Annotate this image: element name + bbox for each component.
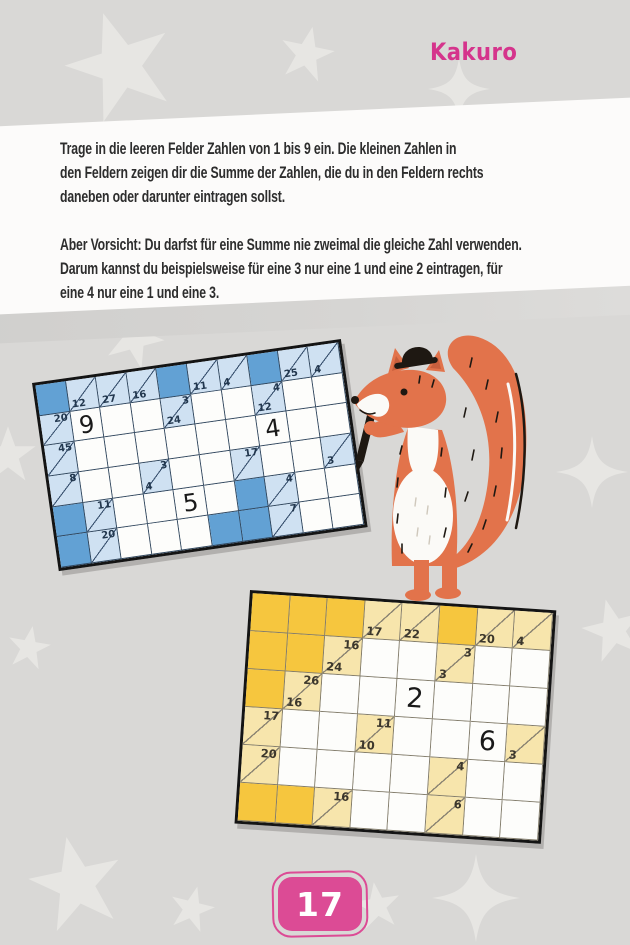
yellow-empty-cell[interactable] xyxy=(500,800,540,840)
yellow-clue-cell xyxy=(425,795,465,835)
blue-empty-cell[interactable] xyxy=(109,464,144,499)
blue-empty-cell[interactable] xyxy=(144,490,179,525)
blue-block-cell xyxy=(234,477,269,512)
blue-down-clue: 12 xyxy=(71,397,87,411)
blue-clue-cell xyxy=(96,373,131,408)
blue-across-clue: 45 xyxy=(57,442,73,456)
paragraph-line: Aber Vorsicht: Du darfst für eine Summe nie zweimal die gleiche Zahl verwenden. xyxy=(60,235,522,254)
yellow-clue-cell xyxy=(313,788,353,828)
blue-clue-cell xyxy=(139,459,174,494)
blue-clue-cell xyxy=(40,412,75,447)
blue-down-clue: 25 xyxy=(283,367,299,381)
blue-across-clue: 3 xyxy=(159,459,169,472)
blue-down-clue: 3 xyxy=(326,454,336,467)
yellow-across-clue: 20 xyxy=(260,746,278,762)
blue-empty-cell[interactable] xyxy=(295,468,330,503)
star-icon xyxy=(163,879,221,937)
blue-empty-cell[interactable] xyxy=(226,416,261,451)
blue-answer-cell[interactable] xyxy=(70,407,105,442)
blue-down-clue: 4 xyxy=(222,376,232,389)
yellow-across-clue: 6 xyxy=(453,796,463,812)
yellow-clue-cell xyxy=(363,601,403,641)
blue-empty-cell[interactable] xyxy=(170,455,205,490)
blue-clue-cell xyxy=(230,447,265,482)
yellow-empty-cell[interactable] xyxy=(318,712,358,752)
blue-block-cell xyxy=(53,503,88,538)
yellow-block-cell xyxy=(275,785,315,825)
blue-clue-cell xyxy=(66,377,101,412)
star-icon xyxy=(17,823,136,942)
yellow-empty-cell[interactable] xyxy=(280,709,320,749)
yellow-clue-cell xyxy=(240,745,280,785)
blue-block-cell xyxy=(247,351,282,386)
blue-clue-cell xyxy=(48,472,83,507)
squirrel-illustration xyxy=(346,328,546,603)
yellow-clue-cell xyxy=(435,644,475,684)
yellow-clue-cell xyxy=(513,611,553,651)
blue-clue-cell xyxy=(83,498,118,533)
yellow-across-clue: 3 xyxy=(463,645,473,660)
yellow-clue-cell xyxy=(505,724,545,764)
yellow-empty-cell[interactable] xyxy=(388,793,428,833)
yellow-empty-cell[interactable] xyxy=(470,684,510,724)
paragraph-line: Darum kannst du beispielsweise für eine 3 nur eine 1 und eine 2 eintragen, für xyxy=(60,259,503,278)
blue-answer-number: 4 xyxy=(263,413,283,444)
paragraph-line: den Feldern zeigen dir die Summe der Zahlen, die du in den Feldern rechts xyxy=(60,163,484,182)
blue-down-clue: 12 xyxy=(257,401,273,415)
blue-across-clue: 17 xyxy=(243,446,259,460)
blue-answer-number: 9 xyxy=(77,409,97,440)
star-icon xyxy=(47,0,192,136)
yellow-empty-cell[interactable] xyxy=(465,760,505,800)
blue-empty-cell[interactable] xyxy=(74,438,109,473)
blue-clue-cell xyxy=(269,503,304,538)
yellow-empty-cell[interactable] xyxy=(358,676,398,716)
blue-empty-cell[interactable] xyxy=(282,377,317,412)
blue-block-cell xyxy=(157,364,192,399)
blue-block-cell xyxy=(35,381,70,416)
squirrel-svg xyxy=(346,328,546,603)
yellow-empty-cell[interactable] xyxy=(390,755,430,795)
blue-empty-cell[interactable] xyxy=(100,403,135,438)
yellow-across-clue: 17 xyxy=(262,708,280,724)
yellow-across-clue: 26 xyxy=(302,672,320,688)
yellow-empty-cell[interactable] xyxy=(320,674,360,714)
blue-empty-cell[interactable] xyxy=(200,451,235,486)
instructions-paragraph-1 xyxy=(60,137,600,209)
page-number: 17 xyxy=(296,884,344,924)
star-icon xyxy=(2,620,55,673)
blue-empty-cell[interactable] xyxy=(79,468,114,503)
blue-across-clue: 4 xyxy=(285,473,294,485)
yellow-empty-cell[interactable] xyxy=(353,752,393,792)
blue-empty-cell[interactable] xyxy=(105,433,140,468)
yellow-block-cell xyxy=(250,593,290,633)
blue-empty-cell[interactable] xyxy=(148,520,183,555)
squirrel-eye xyxy=(401,389,408,396)
blue-answer-cell[interactable] xyxy=(256,412,291,447)
yellow-empty-cell[interactable] xyxy=(350,790,390,830)
blue-answer-number: 5 xyxy=(181,487,201,518)
blue-down-clue: 4 xyxy=(144,480,154,493)
blue-block-cell xyxy=(239,507,274,542)
instructions-paragraph-2 xyxy=(60,233,600,305)
blue-down-clue: 27 xyxy=(101,393,117,406)
yellow-empty-cell[interactable] xyxy=(430,719,470,759)
yellow-answer-number: 6 xyxy=(477,725,497,758)
blue-clue-cell xyxy=(44,442,79,477)
blue-empty-cell[interactable] xyxy=(135,429,170,464)
blue-empty-cell[interactable] xyxy=(131,399,166,434)
blue-down-clue: 11 xyxy=(192,380,208,393)
yellow-clue-cell xyxy=(243,707,283,747)
yellow-down-clue: 22 xyxy=(403,626,421,642)
blue-across-clue: 20 xyxy=(53,412,69,425)
blue-across-clue: 7 xyxy=(289,503,298,516)
blue-down-clue: 24 xyxy=(166,414,182,428)
blue-empty-cell[interactable] xyxy=(260,442,295,477)
yellow-block-cell xyxy=(238,783,278,823)
blue-across-clue: 11 xyxy=(96,498,112,512)
blue-clue-cell xyxy=(217,355,252,390)
yellow-empty-cell[interactable] xyxy=(510,649,550,689)
yellow-empty-cell[interactable] xyxy=(463,798,503,838)
yellow-empty-cell[interactable] xyxy=(393,717,433,757)
yellow-down-clue: 3 xyxy=(438,666,448,682)
yellow-across-clue: 16 xyxy=(332,788,350,805)
yellow-answer-cell[interactable] xyxy=(468,722,508,762)
blue-across-clue: 20 xyxy=(100,529,117,543)
yellow-across-clue: 16 xyxy=(342,637,360,653)
yellow-empty-cell[interactable] xyxy=(360,639,400,679)
squirrel-paw xyxy=(364,421,378,435)
kakuro-grid-yellow xyxy=(234,590,556,844)
yellow-clue-cell xyxy=(283,672,323,712)
squirrel-nose xyxy=(351,396,359,404)
yellow-empty-cell[interactable] xyxy=(508,686,548,726)
paragraph-line: daneben oder darunter eintragen sollst. xyxy=(60,187,285,206)
yellow-across-clue: 11 xyxy=(375,715,393,731)
yellow-block-cell xyxy=(285,634,325,674)
yellow-clue-cell xyxy=(428,757,468,797)
yellow-clue-cell xyxy=(400,603,440,643)
kakuro-grid-blue xyxy=(32,339,368,571)
page-number-badge xyxy=(278,877,362,931)
star-icon xyxy=(0,424,38,484)
blue-down-clue: 16 xyxy=(131,388,148,402)
yellow-down-clue: 10 xyxy=(358,737,376,753)
yellow-clue-cell xyxy=(355,714,395,754)
blue-empty-cell[interactable] xyxy=(221,386,256,421)
yellow-clue-cell xyxy=(323,636,363,676)
blue-clue-cell xyxy=(126,368,161,403)
blue-across-clue: 3 xyxy=(181,394,190,407)
yellow-across-clue: 4 xyxy=(455,759,465,774)
blue-empty-cell[interactable] xyxy=(299,499,334,534)
yellow-down-clue: 4 xyxy=(515,633,525,649)
yellow-empty-cell[interactable] xyxy=(398,641,438,681)
blue-empty-cell[interactable] xyxy=(195,420,230,455)
blue-empty-cell[interactable] xyxy=(312,373,347,408)
blue-clue-cell xyxy=(161,394,196,429)
yellow-block-cell xyxy=(245,669,285,709)
blue-answer-cell[interactable] xyxy=(174,486,209,521)
blue-empty-cell[interactable] xyxy=(204,481,239,516)
yellow-block-cell xyxy=(288,596,328,636)
yellow-block-cell xyxy=(325,598,365,638)
yellow-down-clue: 24 xyxy=(325,659,343,675)
squirrel-head xyxy=(351,370,446,428)
blue-empty-cell[interactable] xyxy=(178,516,213,551)
blue-empty-cell[interactable] xyxy=(165,425,200,460)
star-icon xyxy=(432,854,520,942)
blue-clue-cell xyxy=(252,381,287,416)
blue-block-cell xyxy=(57,533,92,568)
blue-block-cell xyxy=(208,512,243,547)
blue-clue-cell xyxy=(87,529,122,564)
blue-empty-cell[interactable] xyxy=(113,494,148,529)
yellow-empty-cell[interactable] xyxy=(433,681,473,721)
blue-down-clue: 4 xyxy=(313,363,323,376)
yellow-answer-number: 2 xyxy=(405,682,425,715)
star-icon xyxy=(273,19,342,88)
blue-clue-cell xyxy=(187,360,222,395)
blue-across-clue: 4 xyxy=(272,381,281,394)
squirrel-legs xyxy=(405,560,461,601)
blue-empty-cell[interactable] xyxy=(291,438,326,473)
yellow-clue-cell xyxy=(475,608,515,648)
yellow-empty-cell[interactable] xyxy=(278,747,318,787)
blue-clue-cell xyxy=(265,473,300,508)
yellow-empty-cell[interactable] xyxy=(315,750,355,790)
blue-clue-cell xyxy=(278,347,313,382)
yellow-empty-cell[interactable] xyxy=(503,762,543,802)
paragraph-line: eine 4 nur eine 1 und eine 3. xyxy=(60,283,220,302)
yellow-down-clue: 17 xyxy=(365,623,383,639)
star-icon xyxy=(573,589,630,669)
yellow-empty-cell[interactable] xyxy=(473,646,513,686)
squirrel-tail xyxy=(446,335,526,570)
yellow-block-cell xyxy=(248,631,288,671)
yellow-answer-cell[interactable] xyxy=(395,679,435,719)
paragraph-line: Trage in die leeren Felder Zahlen von 1 bis 9 ein. Die kleinen Zahlen in xyxy=(60,139,457,158)
yellow-block-cell xyxy=(438,606,478,646)
page-title: Kakuro xyxy=(430,38,518,66)
blue-clue-cell xyxy=(308,342,343,377)
yellow-down-clue: 20 xyxy=(478,631,496,647)
blue-across-clue: 8 xyxy=(68,472,78,485)
star-icon xyxy=(556,436,628,508)
yellow-down-clue: 3 xyxy=(508,747,518,763)
yellow-down-clue: 16 xyxy=(285,694,303,710)
blue-empty-cell[interactable] xyxy=(286,408,321,443)
blue-empty-cell[interactable] xyxy=(191,390,226,425)
blue-empty-cell[interactable] xyxy=(118,525,153,560)
